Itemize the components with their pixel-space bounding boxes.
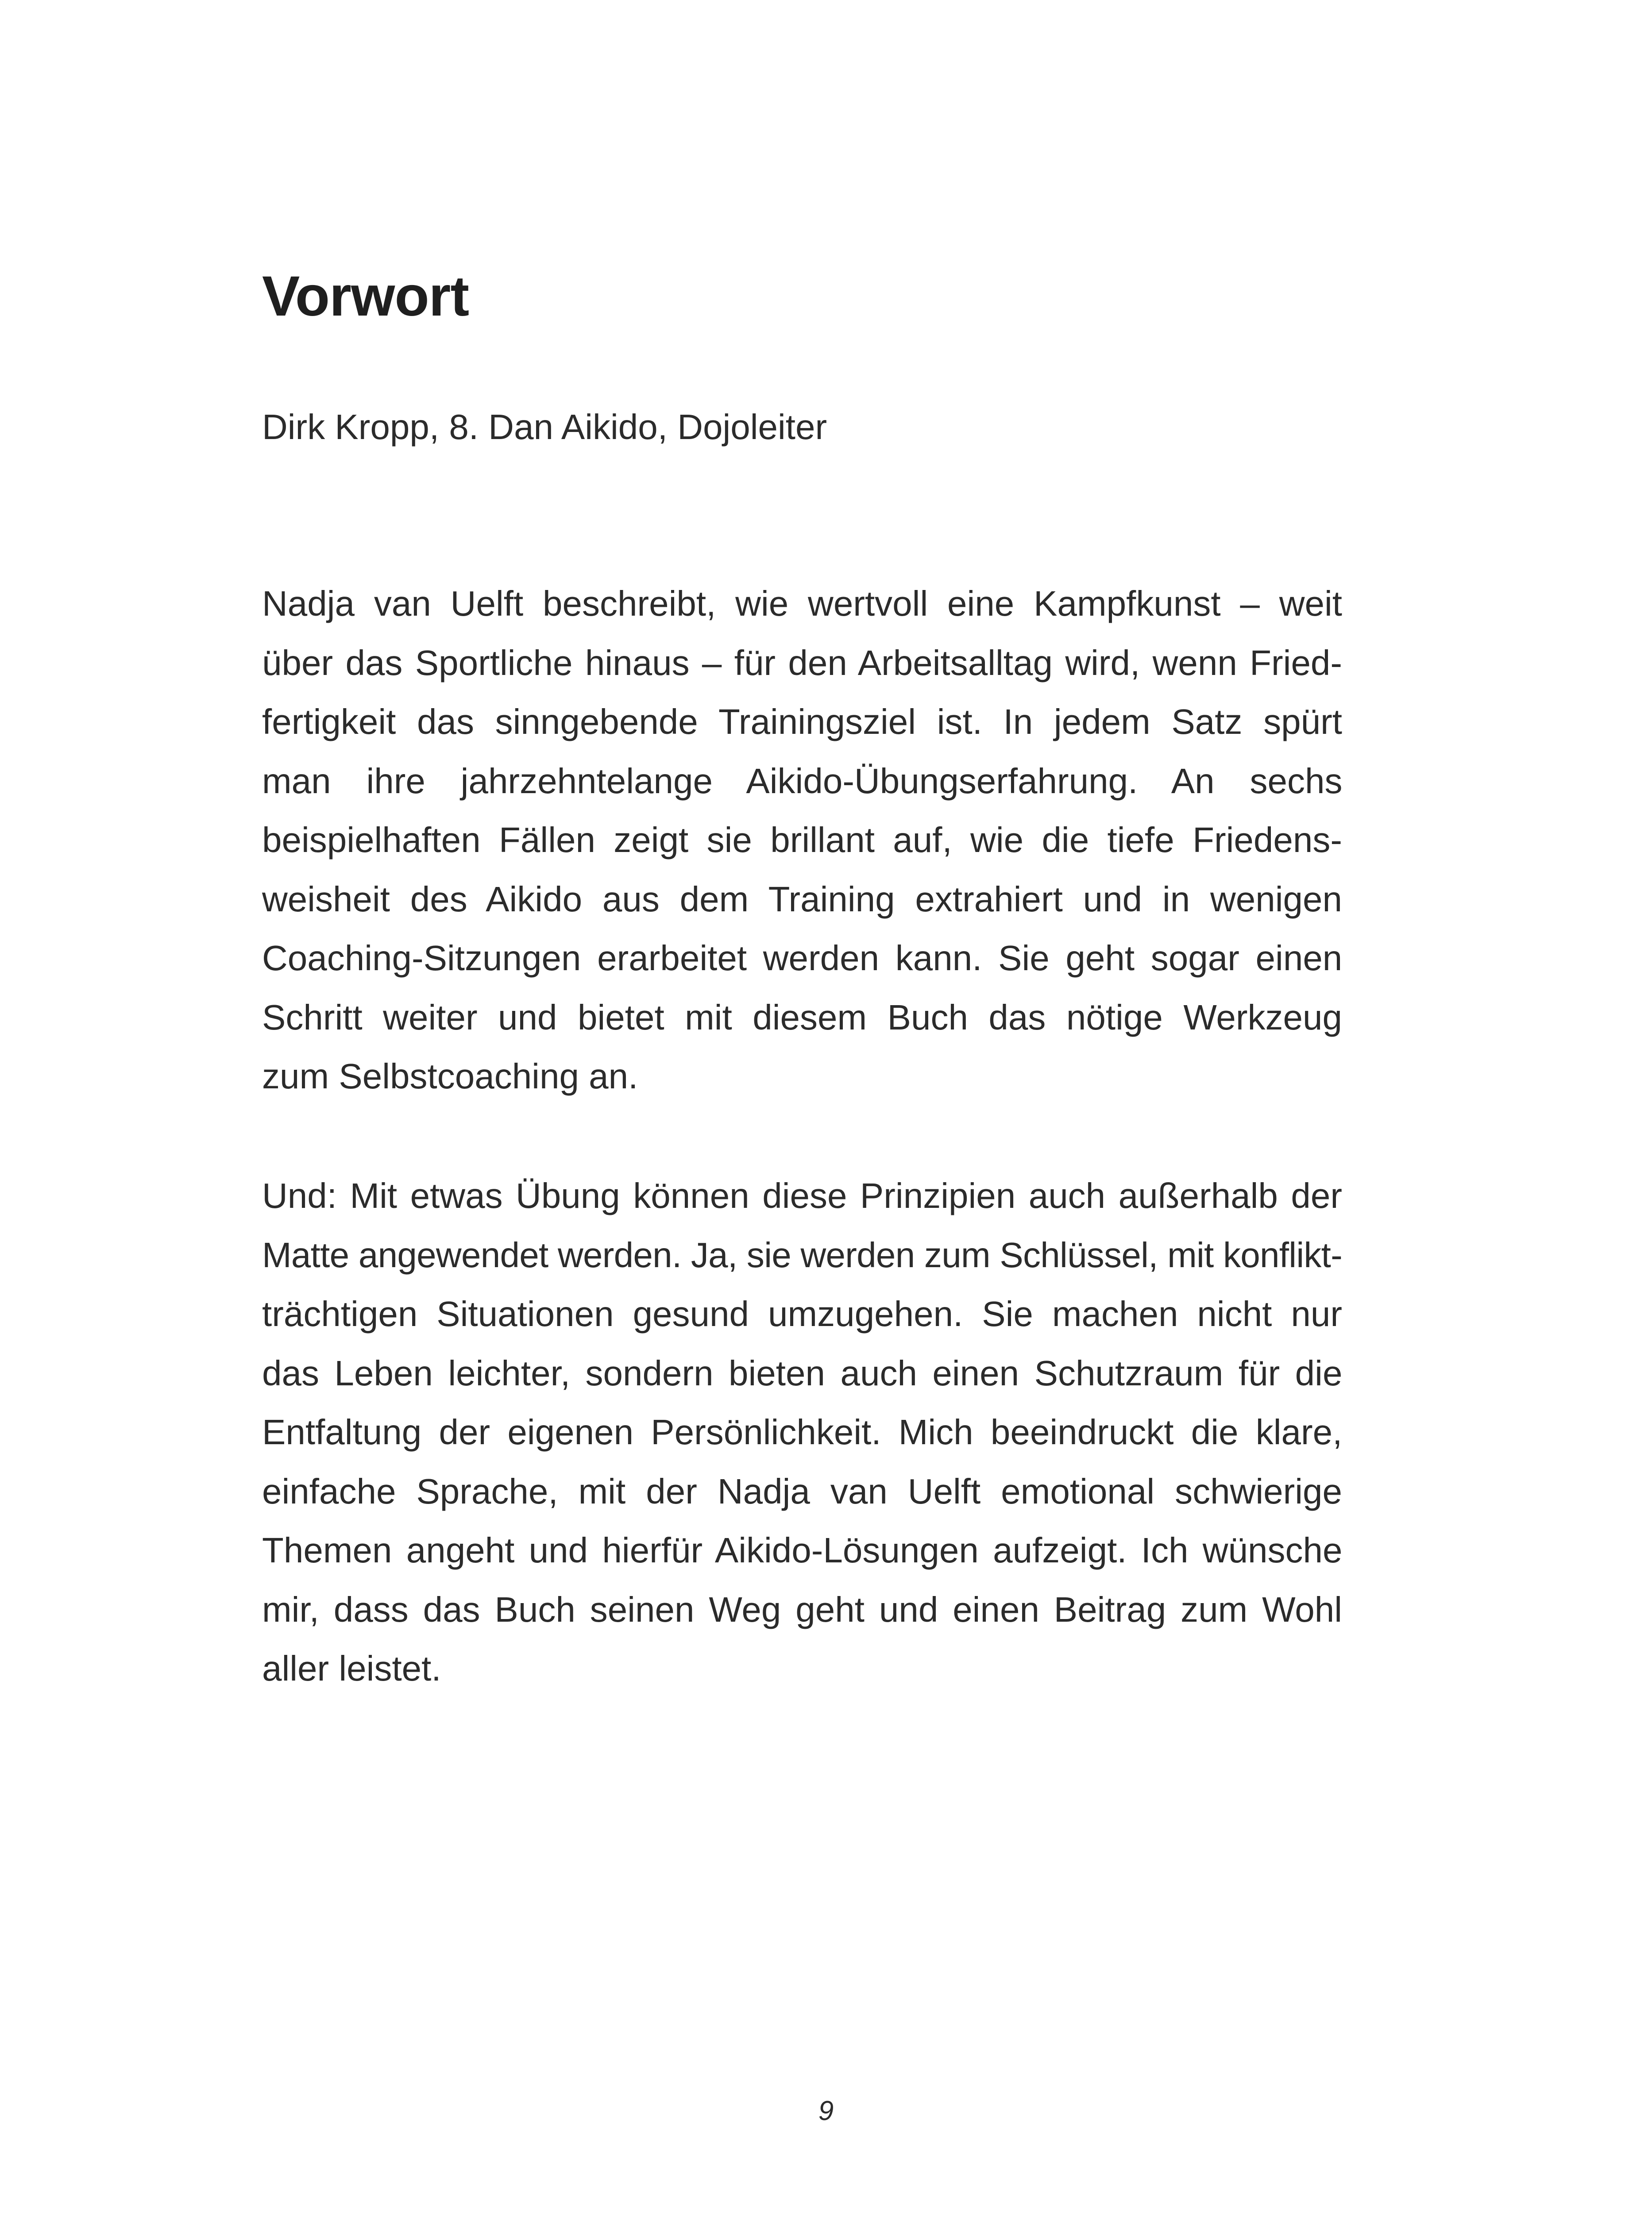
text-line: beispielhaften Fällen zeigt sie brillant auf, wie die tiefe Friedens- bbox=[262, 820, 1342, 860]
text-line: Entfaltung der eigenen Persönlichkeit. Mich beeindruckt die klare, bbox=[262, 1412, 1343, 1452]
text-line: Nadja van Uelft beschreibt, wie wertvoll eine Kampfkunst – weit bbox=[262, 584, 1342, 623]
text-line: Coaching-Sitzungen erarbeitet werden kann. Sie geht sogar einen bbox=[262, 938, 1343, 978]
text-line: das Leben leichter, sondern bieten auch einen Schutzraum für die bbox=[262, 1353, 1343, 1393]
text-line: Schritt weiter und bietet mit diesem Buch das nötige Werkzeug bbox=[262, 997, 1342, 1037]
text-line: Und: Mit etwas Übung können diese Prinzipien auch außerhalb der bbox=[262, 1176, 1342, 1215]
text-line: fertigkeit das sinngebende Trainingsziel ist. In jedem Satz spürt bbox=[262, 702, 1342, 741]
paragraph-2 bbox=[262, 1166, 1342, 1698]
text-line: zum Selbstcoaching an. bbox=[262, 1056, 638, 1096]
text-line: trächtigen Situationen gesund umzugehen. Sie machen nicht nur bbox=[262, 1294, 1342, 1334]
text-line: über das Sportliche hinaus – für den Arbeitsalltag wird, wenn Fried- bbox=[262, 643, 1343, 682]
page-title: Vorwort bbox=[262, 265, 469, 328]
text-line: mir, dass das Buch seinen Weg geht und einen Beitrag zum Wohl bbox=[262, 1589, 1342, 1629]
text-line: weisheit des Aikido aus dem Training extrahiert und in wenigen bbox=[262, 879, 1342, 919]
text-line: einfache Sprache, mit der Nadja van Uelft emotional schwierige bbox=[262, 1471, 1343, 1511]
text-line: aller leistet. bbox=[262, 1649, 441, 1688]
text-line: Matte angewendet werden. Ja, sie werden zum Schlüssel, mit konflikt- bbox=[262, 1235, 1343, 1275]
author-line: Dirk Kropp, 8. Dan Aikido, Dojoleiter bbox=[262, 407, 827, 447]
paragraph-1 bbox=[262, 574, 1342, 1106]
text-line: man ihre jahrzehntelange Aikido-Übungserfahrung. An sechs bbox=[262, 761, 1343, 801]
page-number: 9 bbox=[818, 2096, 834, 2126]
text-line: Themen angeht und hierfür Aikido-Lösungen aufzeigt. Ich wünsche bbox=[262, 1531, 1343, 1570]
